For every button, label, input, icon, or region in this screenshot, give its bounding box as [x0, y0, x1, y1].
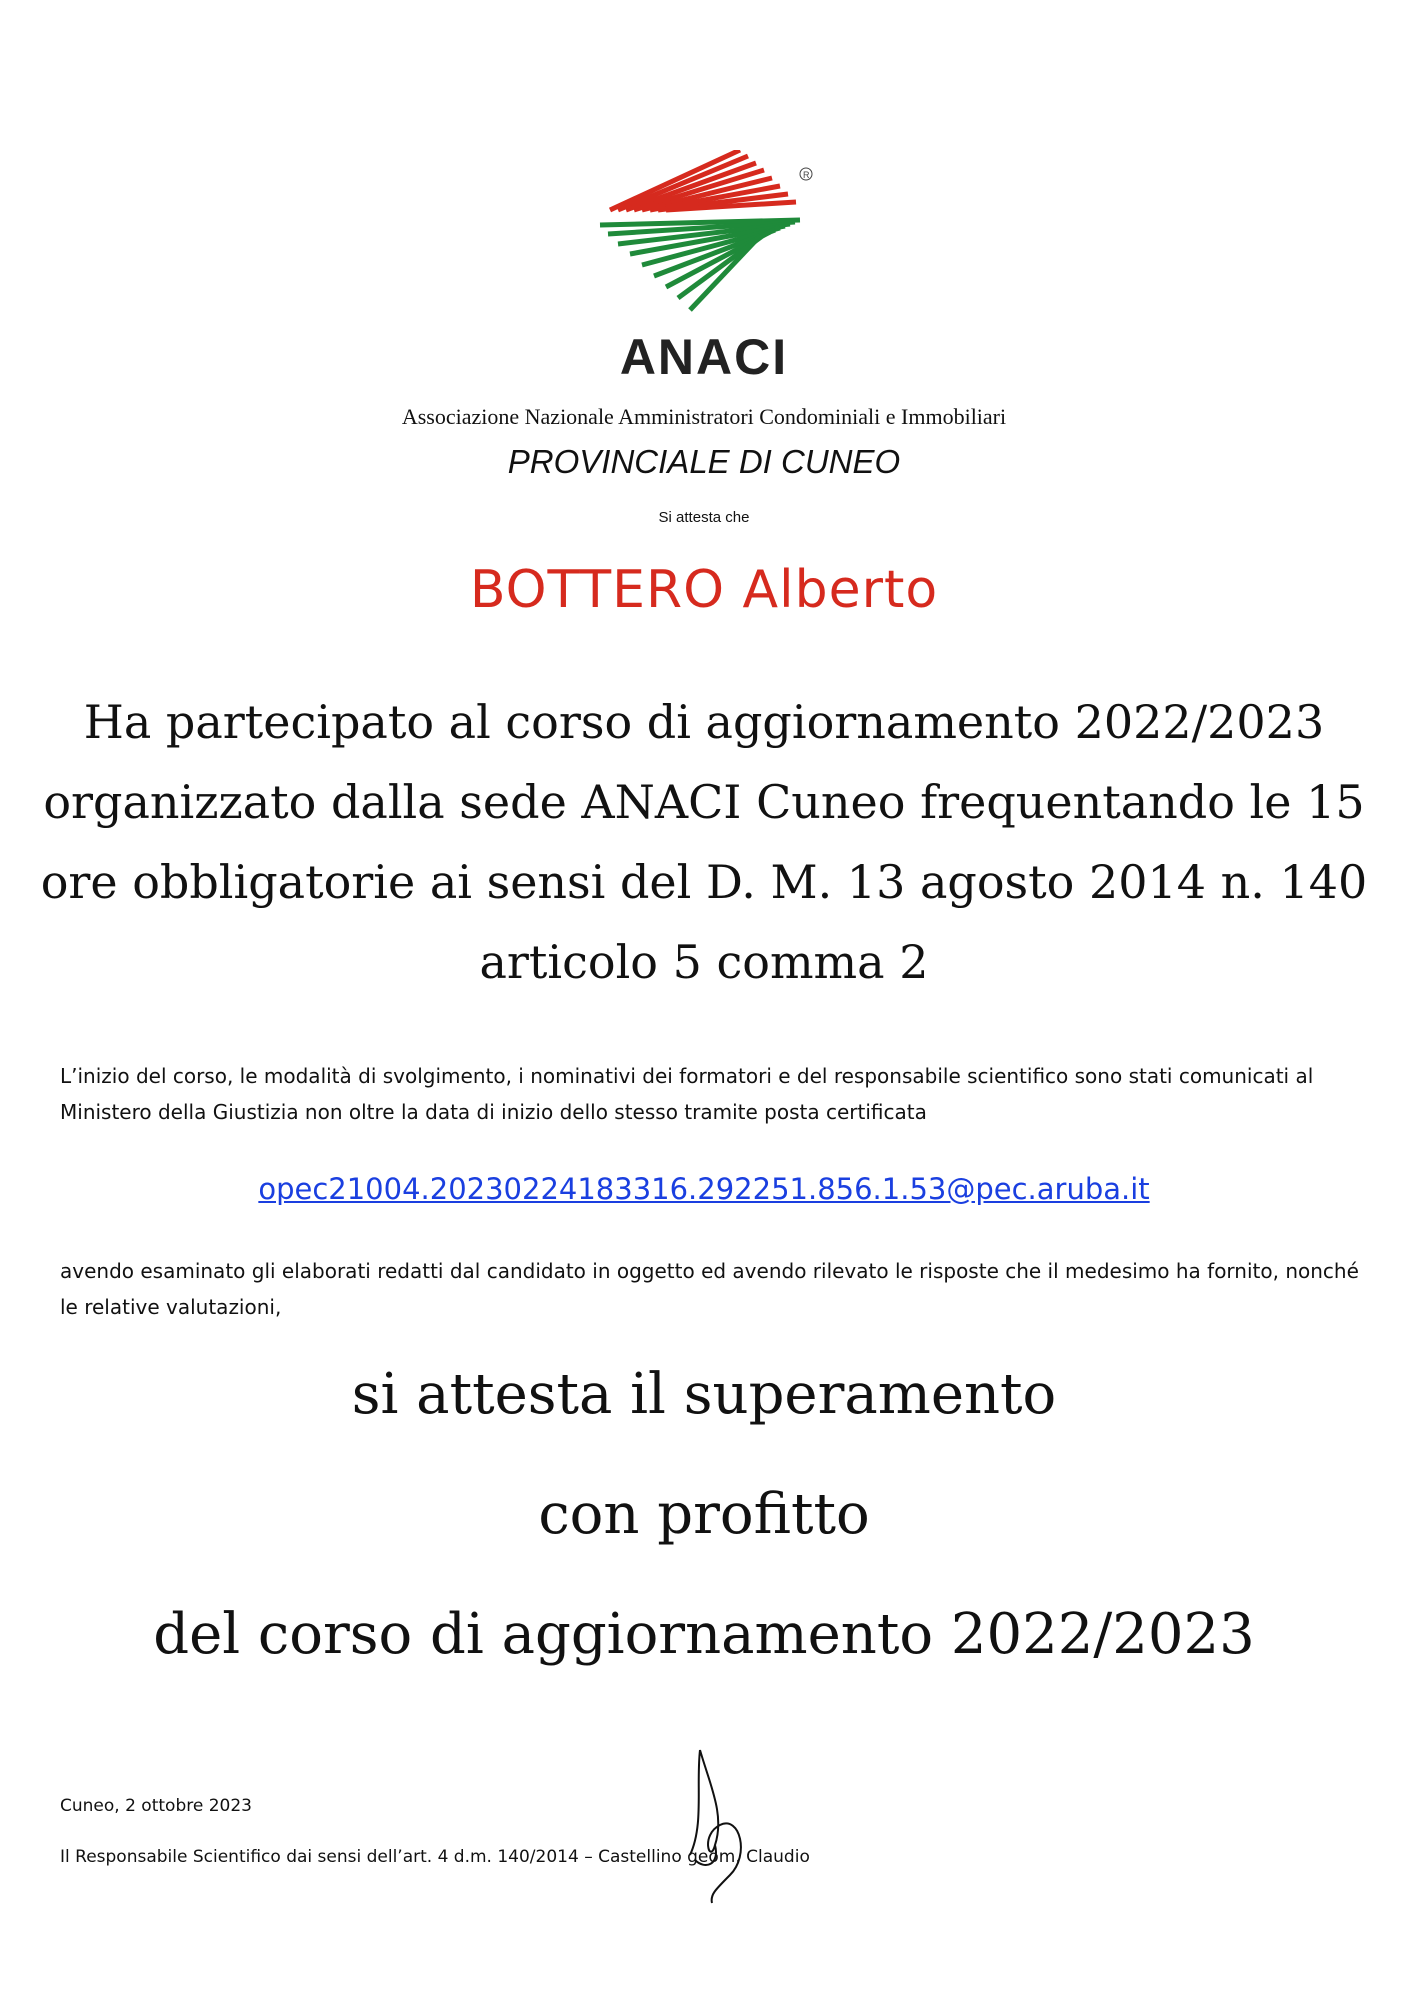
conclusion-line: del corso di aggiornamento 2022/2023	[153, 1602, 1255, 1667]
responsible-signatory: Il Responsabile Scientifico dai sensi dell’art. 4 d.m. 140/2014 – Castellino geom. Claudio	[60, 1847, 810, 1867]
main-statement	[40, 682, 1368, 1002]
conclusion-line: con profitto	[538, 1482, 870, 1547]
brand-name: ANACI	[619, 329, 789, 385]
evaluation-paragraph: avendo esaminato gli elaborati redatti dal candidato in oggetto ed avendo rilevato le risposte che il medesimo ha fornito, nonché le relative valutazioni,	[60, 1259, 1359, 1319]
anaci-logo-icon	[590, 150, 830, 330]
main-line: ore obbligatorie ai sensi del D. M. 13 agosto 2014 n. 140	[40, 855, 1368, 909]
main-line: organizzato dalla sede ANACI Cuneo frequentando le 15	[43, 775, 1365, 829]
course-communication-paragraph: L’inizio del corso, le modalità di svolgimento, i nominativi dei formatori e del responsabile scientifico sono stati comunicati al Ministero della Giustizia non oltre la data di inizio dello stesso tramite posta certificata	[60, 1064, 1314, 1124]
association-name: Associazione Nazionale Amministratori Condominiali e Immobiliari	[401, 404, 1007, 429]
branch-name: PROVINCIALE DI CUNEO	[507, 443, 901, 480]
signature-icon	[670, 1745, 770, 1905]
logo-green-rays	[600, 220, 800, 310]
logo-red-rays	[610, 150, 796, 210]
pec-link[interactable]: opec21004.20230224183316.292251.856.1.53@pec.aruba.it	[258, 1172, 1150, 1206]
svg-text:R: R	[803, 170, 810, 180]
main-line: articolo 5 comma 2	[479, 935, 929, 989]
conclusion-line: si attesta il superamento	[351, 1362, 1057, 1427]
recipient-name: BOTTERO Alberto	[469, 560, 939, 620]
intro-text: Si attesta che	[658, 509, 750, 526]
issue-date: Cuneo, 2 ottobre 2023	[60, 1796, 252, 1816]
main-line: Ha partecipato al corso di aggiornamento 2022/2023	[83, 695, 1325, 749]
